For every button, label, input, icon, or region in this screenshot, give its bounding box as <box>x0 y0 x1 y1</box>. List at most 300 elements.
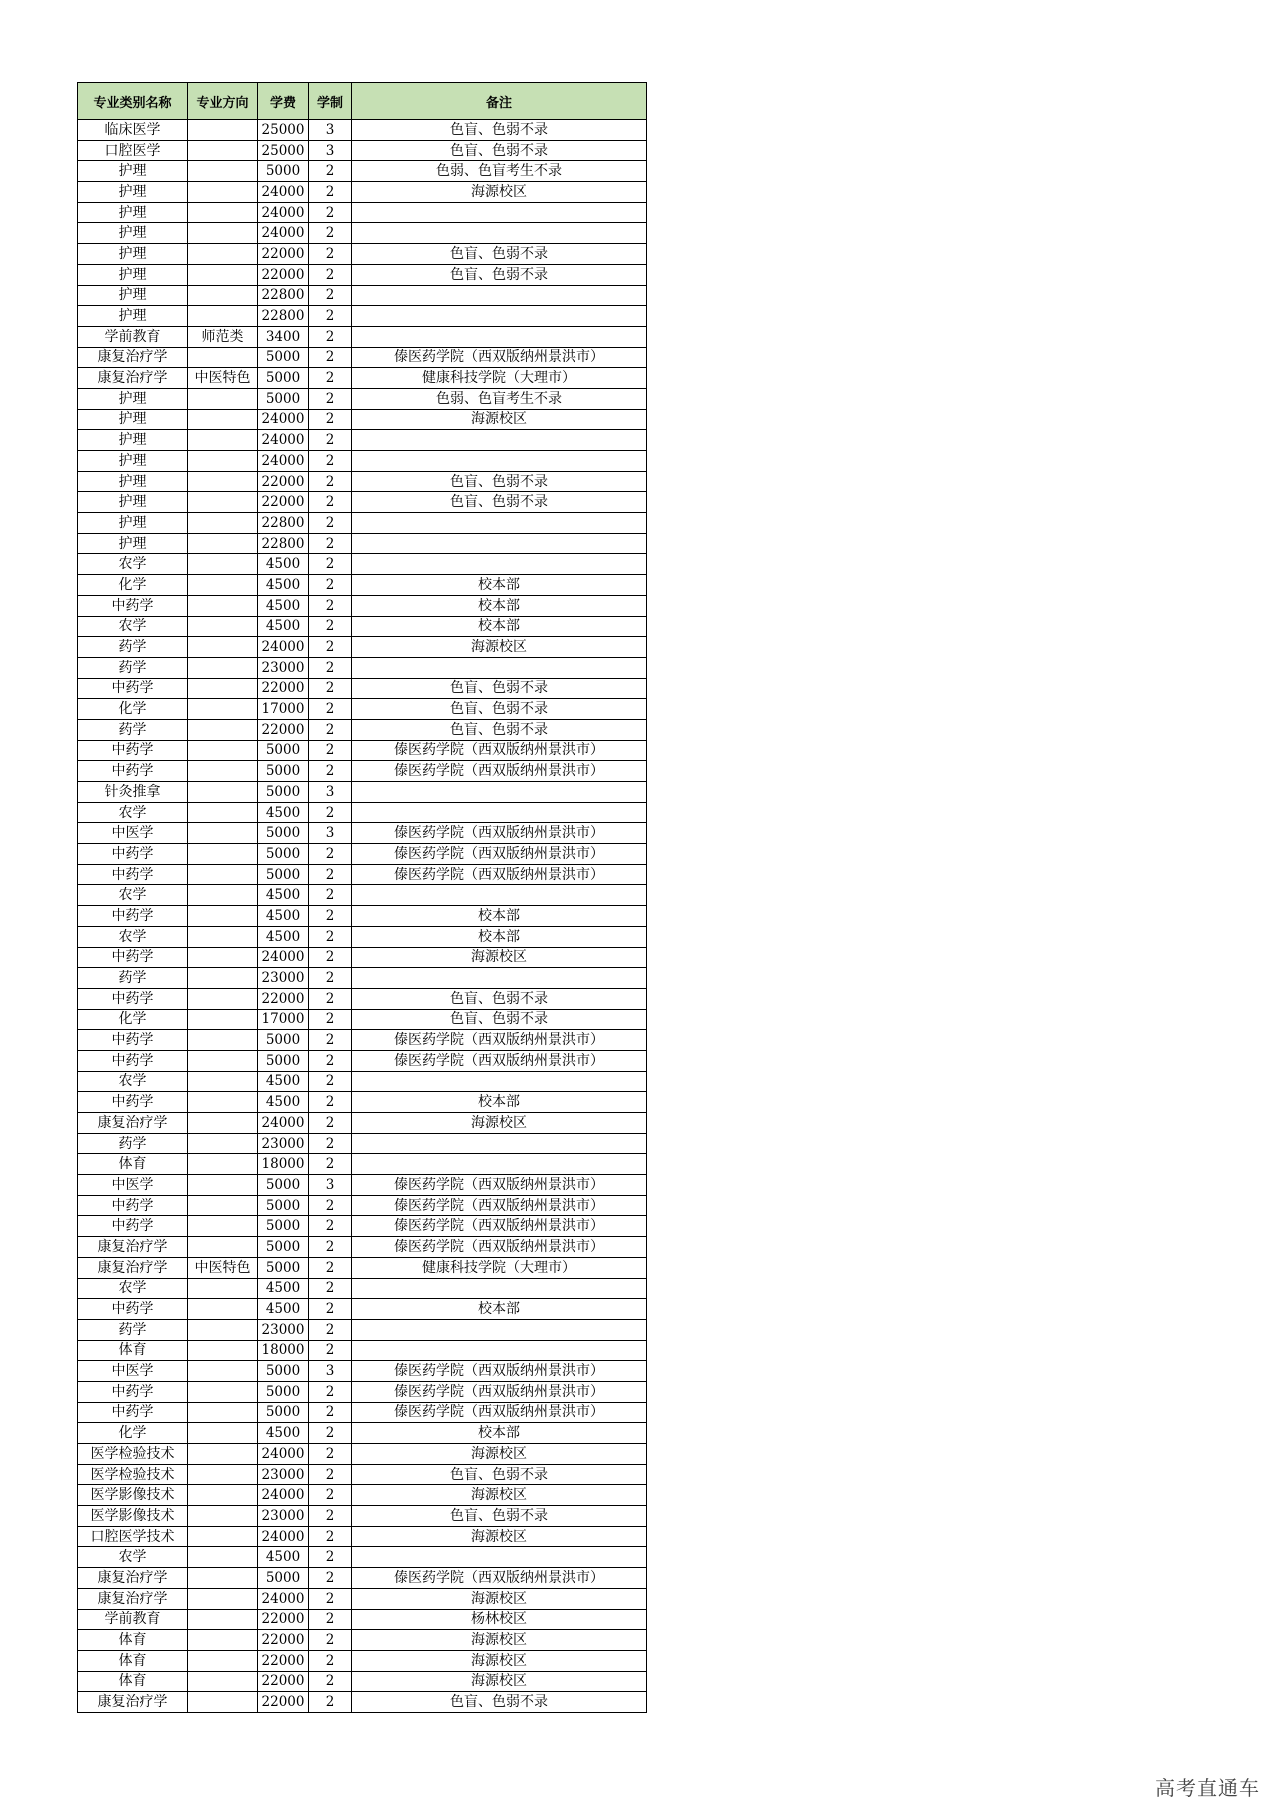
cell-tuition: 4500 <box>258 1299 309 1320</box>
cell-notes: 色盲、色弱不录 <box>352 140 647 161</box>
cell-duration: 2 <box>309 1506 352 1527</box>
cell-category: 药学 <box>78 968 188 989</box>
cell-tuition: 22800 <box>258 533 309 554</box>
cell-category: 中药学 <box>78 761 188 782</box>
cell-direction: 师范类 <box>188 326 258 347</box>
cell-direction: 中医特色 <box>188 1257 258 1278</box>
cell-direction <box>188 1692 258 1713</box>
cell-direction <box>188 823 258 844</box>
cell-direction <box>188 1216 258 1237</box>
cell-duration: 2 <box>309 1030 352 1051</box>
cell-tuition: 24000 <box>258 1113 309 1134</box>
table-row <box>78 595 647 616</box>
cell-duration: 2 <box>309 554 352 575</box>
cell-duration: 2 <box>309 161 352 182</box>
cell-category: 临床医学 <box>78 120 188 141</box>
cell-notes: 色盲、色弱不录 <box>352 1692 647 1713</box>
cell-direction <box>188 864 258 885</box>
cell-direction <box>188 513 258 534</box>
table-row <box>78 678 647 699</box>
cell-category: 中药学 <box>78 1092 188 1113</box>
cell-notes <box>352 1154 647 1175</box>
cell-duration: 2 <box>309 1526 352 1547</box>
table-row <box>78 368 647 389</box>
table-row <box>78 1071 647 1092</box>
cell-tuition: 23000 <box>258 968 309 989</box>
cell-tuition: 4500 <box>258 802 309 823</box>
cell-category: 护理 <box>78 244 188 265</box>
cell-tuition: 24000 <box>258 182 309 203</box>
cell-duration: 2 <box>309 1402 352 1423</box>
table-row <box>78 947 647 968</box>
cell-category: 康复治疗学 <box>78 1568 188 1589</box>
cell-direction <box>188 1340 258 1361</box>
cell-category: 药学 <box>78 657 188 678</box>
cell-tuition: 4500 <box>258 926 309 947</box>
cell-notes: 校本部 <box>352 1299 647 1320</box>
cell-category: 康复治疗学 <box>78 1257 188 1278</box>
table-row <box>78 740 647 761</box>
cell-category: 中药学 <box>78 1299 188 1320</box>
cell-direction <box>188 244 258 265</box>
table-row <box>78 782 647 803</box>
cell-duration: 2 <box>309 1195 352 1216</box>
cell-duration: 2 <box>309 1444 352 1465</box>
cell-notes <box>352 802 647 823</box>
cell-notes: 色弱、色盲考生不录 <box>352 388 647 409</box>
cell-tuition: 22000 <box>258 1671 309 1692</box>
table-row <box>78 1568 647 1589</box>
table-row <box>78 988 647 1009</box>
cell-notes: 海源校区 <box>352 1588 647 1609</box>
table-row <box>78 1216 647 1237</box>
cell-tuition: 22000 <box>258 1692 309 1713</box>
cell-duration: 2 <box>309 1257 352 1278</box>
table-row <box>78 161 647 182</box>
cell-tuition: 5000 <box>258 844 309 865</box>
cell-duration: 2 <box>309 1692 352 1713</box>
cell-notes: 傣医药学院（西双版纳州景洪市） <box>352 1402 647 1423</box>
table-row <box>78 1485 647 1506</box>
cell-tuition: 5000 <box>258 161 309 182</box>
cell-tuition: 22800 <box>258 285 309 306</box>
cell-tuition: 4500 <box>258 595 309 616</box>
tuition-table <box>77 82 647 1713</box>
cell-duration: 3 <box>309 120 352 141</box>
table-row <box>78 1630 647 1651</box>
cell-notes: 健康科技学院（大理市） <box>352 1257 647 1278</box>
cell-tuition: 4500 <box>258 1423 309 1444</box>
cell-tuition: 22800 <box>258 306 309 327</box>
cell-tuition: 5000 <box>258 1216 309 1237</box>
cell-direction <box>188 1547 258 1568</box>
table-row <box>78 306 647 327</box>
cell-direction <box>188 1588 258 1609</box>
table-row <box>78 1361 647 1382</box>
cell-tuition: 5000 <box>258 1237 309 1258</box>
cell-category: 护理 <box>78 388 188 409</box>
cell-notes <box>352 533 647 554</box>
cell-direction <box>188 388 258 409</box>
table-row <box>78 575 647 596</box>
cell-tuition: 24000 <box>258 409 309 430</box>
cell-category: 医学检验技术 <box>78 1444 188 1465</box>
cell-direction <box>188 844 258 865</box>
table-row <box>78 533 647 554</box>
table-row <box>78 637 647 658</box>
cell-tuition: 24000 <box>258 1526 309 1547</box>
cell-notes: 海源校区 <box>352 1650 647 1671</box>
table-row <box>78 885 647 906</box>
cell-duration: 2 <box>309 285 352 306</box>
cell-notes: 傣医药学院（西双版纳州景洪市） <box>352 1050 647 1071</box>
cell-tuition: 4500 <box>258 575 309 596</box>
cell-direction <box>188 595 258 616</box>
cell-category: 农学 <box>78 554 188 575</box>
cell-notes <box>352 1133 647 1154</box>
cell-tuition: 5000 <box>258 1381 309 1402</box>
table-row <box>78 409 647 430</box>
cell-duration: 3 <box>309 823 352 844</box>
cell-tuition: 5000 <box>258 740 309 761</box>
cell-direction <box>188 1237 258 1258</box>
cell-category: 康复治疗学 <box>78 1588 188 1609</box>
header-tuition: 学费 <box>258 83 309 120</box>
cell-category: 护理 <box>78 306 188 327</box>
cell-tuition: 22000 <box>258 719 309 740</box>
cell-direction <box>188 264 258 285</box>
cell-tuition: 23000 <box>258 1506 309 1527</box>
cell-direction <box>188 1113 258 1134</box>
cell-direction <box>188 1423 258 1444</box>
cell-tuition: 5000 <box>258 1568 309 1589</box>
cell-notes: 色盲、色弱不录 <box>352 120 647 141</box>
cell-notes: 傣医药学院（西双版纳州景洪市） <box>352 1237 647 1258</box>
cell-notes <box>352 554 647 575</box>
cell-tuition: 4500 <box>258 885 309 906</box>
cell-duration: 2 <box>309 513 352 534</box>
cell-duration: 2 <box>309 492 352 513</box>
cell-duration: 2 <box>309 802 352 823</box>
cell-notes: 校本部 <box>352 906 647 927</box>
table-row <box>78 616 647 637</box>
cell-direction <box>188 885 258 906</box>
table-row <box>78 968 647 989</box>
cell-duration: 2 <box>309 1299 352 1320</box>
cell-tuition: 25000 <box>258 140 309 161</box>
cell-category: 中药学 <box>78 1195 188 1216</box>
cell-direction <box>188 947 258 968</box>
cell-duration: 2 <box>309 451 352 472</box>
cell-category: 医学影像技术 <box>78 1506 188 1527</box>
table-row <box>78 926 647 947</box>
cell-direction <box>188 740 258 761</box>
table-row <box>78 1609 647 1630</box>
cell-notes: 色盲、色弱不录 <box>352 988 647 1009</box>
cell-duration: 2 <box>309 637 352 658</box>
cell-category: 口腔医学技术 <box>78 1526 188 1547</box>
cell-notes: 色盲、色弱不录 <box>352 1506 647 1527</box>
cell-duration: 2 <box>309 244 352 265</box>
cell-tuition: 4500 <box>258 1071 309 1092</box>
cell-tuition: 4500 <box>258 906 309 927</box>
cell-notes: 傣医药学院（西双版纳州景洪市） <box>352 864 647 885</box>
cell-direction <box>188 120 258 141</box>
cell-duration: 2 <box>309 1319 352 1340</box>
cell-category: 护理 <box>78 513 188 534</box>
cell-duration: 2 <box>309 223 352 244</box>
cell-direction <box>188 451 258 472</box>
cell-category: 中医学 <box>78 1361 188 1382</box>
cell-notes <box>352 1071 647 1092</box>
cell-notes <box>352 513 647 534</box>
cell-duration: 2 <box>309 947 352 968</box>
cell-direction <box>188 1319 258 1340</box>
cell-category: 化学 <box>78 1009 188 1030</box>
cell-category: 农学 <box>78 616 188 637</box>
cell-notes: 海源校区 <box>352 409 647 430</box>
table-row <box>78 1175 647 1196</box>
cell-direction <box>188 637 258 658</box>
cell-notes <box>352 1547 647 1568</box>
cell-duration: 3 <box>309 782 352 803</box>
cell-category: 中药学 <box>78 906 188 927</box>
cell-direction <box>188 1175 258 1196</box>
cell-notes: 傣医药学院（西双版纳州景洪市） <box>352 823 647 844</box>
cell-category: 化学 <box>78 699 188 720</box>
table-row <box>78 1692 647 1713</box>
cell-notes: 傣医药学院（西双版纳州景洪市） <box>352 761 647 782</box>
cell-duration: 2 <box>309 1133 352 1154</box>
cell-category: 药学 <box>78 637 188 658</box>
cell-tuition: 22800 <box>258 513 309 534</box>
cell-tuition: 5000 <box>258 368 309 389</box>
cell-tuition: 5000 <box>258 1175 309 1196</box>
cell-category: 农学 <box>78 1278 188 1299</box>
cell-duration: 2 <box>309 1464 352 1485</box>
cell-duration: 2 <box>309 678 352 699</box>
cell-notes: 海源校区 <box>352 1671 647 1692</box>
cell-notes: 傣医药学院（西双版纳州景洪市） <box>352 1381 647 1402</box>
table-row <box>78 1154 647 1175</box>
cell-direction <box>188 161 258 182</box>
cell-category: 针灸推拿 <box>78 782 188 803</box>
cell-direction <box>188 1650 258 1671</box>
cell-duration: 2 <box>309 388 352 409</box>
cell-notes: 校本部 <box>352 616 647 637</box>
cell-tuition: 24000 <box>258 430 309 451</box>
cell-category: 中药学 <box>78 1050 188 1071</box>
cell-direction <box>188 1444 258 1465</box>
cell-duration: 2 <box>309 1113 352 1134</box>
cell-duration: 2 <box>309 1568 352 1589</box>
cell-tuition: 22000 <box>258 988 309 1009</box>
cell-direction <box>188 802 258 823</box>
cell-duration: 2 <box>309 471 352 492</box>
cell-tuition: 5000 <box>258 1050 309 1071</box>
table-row <box>78 202 647 223</box>
cell-direction <box>188 1402 258 1423</box>
cell-notes <box>352 1278 647 1299</box>
cell-notes <box>352 326 647 347</box>
cell-notes <box>352 306 647 327</box>
cell-direction <box>188 492 258 513</box>
cell-direction <box>188 761 258 782</box>
cell-category: 体育 <box>78 1154 188 1175</box>
table-row <box>78 388 647 409</box>
table-row <box>78 823 647 844</box>
cell-notes: 海源校区 <box>352 1113 647 1134</box>
cell-notes <box>352 885 647 906</box>
cell-duration: 2 <box>309 719 352 740</box>
cell-duration: 2 <box>309 575 352 596</box>
table-row <box>78 1547 647 1568</box>
cell-direction <box>188 1092 258 1113</box>
cell-category: 中药学 <box>78 844 188 865</box>
cell-category: 体育 <box>78 1340 188 1361</box>
cell-direction <box>188 1381 258 1402</box>
cell-tuition: 24000 <box>258 947 309 968</box>
cell-direction <box>188 223 258 244</box>
cell-tuition: 24000 <box>258 637 309 658</box>
cell-duration: 2 <box>309 761 352 782</box>
cell-notes <box>352 1340 647 1361</box>
cell-direction <box>188 1154 258 1175</box>
cell-notes <box>352 657 647 678</box>
cell-tuition: 4500 <box>258 1547 309 1568</box>
cell-category: 化学 <box>78 575 188 596</box>
table-row <box>78 554 647 575</box>
cell-tuition: 24000 <box>258 202 309 223</box>
table-row <box>78 1030 647 1051</box>
cell-category: 护理 <box>78 451 188 472</box>
cell-category: 农学 <box>78 926 188 947</box>
cell-direction <box>188 1609 258 1630</box>
cell-tuition: 5000 <box>258 1257 309 1278</box>
cell-category: 农学 <box>78 1071 188 1092</box>
cell-notes: 海源校区 <box>352 1485 647 1506</box>
cell-duration: 2 <box>309 368 352 389</box>
cell-category: 护理 <box>78 471 188 492</box>
cell-category: 农学 <box>78 1547 188 1568</box>
table-row <box>78 761 647 782</box>
cell-direction <box>188 1630 258 1651</box>
cell-duration: 2 <box>309 409 352 430</box>
cell-tuition: 5000 <box>258 1195 309 1216</box>
cell-direction <box>188 782 258 803</box>
cell-notes: 校本部 <box>352 1092 647 1113</box>
table-row <box>78 223 647 244</box>
cell-duration: 2 <box>309 1588 352 1609</box>
cell-notes <box>352 202 647 223</box>
cell-category: 农学 <box>78 802 188 823</box>
cell-category: 康复治疗学 <box>78 1692 188 1713</box>
cell-notes: 色盲、色弱不录 <box>352 471 647 492</box>
cell-direction <box>188 533 258 554</box>
cell-duration: 2 <box>309 595 352 616</box>
cell-notes <box>352 1319 647 1340</box>
cell-direction <box>188 1506 258 1527</box>
cell-tuition: 5000 <box>258 1402 309 1423</box>
cell-notes <box>352 782 647 803</box>
cell-tuition: 5000 <box>258 347 309 368</box>
cell-notes: 杨林校区 <box>352 1609 647 1630</box>
table-row <box>78 1444 647 1465</box>
cell-duration: 2 <box>309 1671 352 1692</box>
cell-duration: 3 <box>309 140 352 161</box>
cell-tuition: 24000 <box>258 451 309 472</box>
cell-tuition: 22000 <box>258 678 309 699</box>
cell-notes: 校本部 <box>352 595 647 616</box>
cell-category: 康复治疗学 <box>78 347 188 368</box>
cell-duration: 2 <box>309 699 352 720</box>
cell-duration: 2 <box>309 1340 352 1361</box>
table-row <box>78 1671 647 1692</box>
cell-direction <box>188 1464 258 1485</box>
cell-notes: 傣医药学院（西双版纳州景洪市） <box>352 347 647 368</box>
cell-duration: 2 <box>309 264 352 285</box>
cell-tuition: 24000 <box>258 223 309 244</box>
cell-category: 护理 <box>78 492 188 513</box>
cell-category: 护理 <box>78 202 188 223</box>
cell-notes <box>352 223 647 244</box>
cell-category: 护理 <box>78 161 188 182</box>
cell-direction <box>188 409 258 430</box>
cell-notes: 傣医药学院（西双版纳州景洪市） <box>352 1175 647 1196</box>
cell-direction <box>188 1526 258 1547</box>
cell-duration: 2 <box>309 1547 352 1568</box>
cell-tuition: 5000 <box>258 782 309 803</box>
table-row <box>78 864 647 885</box>
header-row <box>78 83 647 120</box>
cell-tuition: 5000 <box>258 864 309 885</box>
cell-tuition: 5000 <box>258 1361 309 1382</box>
table-row <box>78 906 647 927</box>
cell-tuition: 18000 <box>258 1340 309 1361</box>
cell-duration: 2 <box>309 1009 352 1030</box>
table-row <box>78 1092 647 1113</box>
cell-duration: 2 <box>309 1071 352 1092</box>
cell-notes: 色弱、色盲考生不录 <box>352 161 647 182</box>
cell-notes: 色盲、色弱不录 <box>352 719 647 740</box>
cell-category: 护理 <box>78 409 188 430</box>
cell-notes: 傣医药学院（西双版纳州景洪市） <box>352 1195 647 1216</box>
table-row <box>78 471 647 492</box>
cell-notes: 海源校区 <box>352 637 647 658</box>
table-row <box>78 120 647 141</box>
table-row <box>78 1464 647 1485</box>
cell-notes: 海源校区 <box>352 947 647 968</box>
table-row <box>78 451 647 472</box>
cell-category: 护理 <box>78 285 188 306</box>
cell-category: 体育 <box>78 1650 188 1671</box>
cell-direction <box>188 968 258 989</box>
cell-category: 护理 <box>78 182 188 203</box>
cell-duration: 2 <box>309 1050 352 1071</box>
cell-duration: 2 <box>309 968 352 989</box>
cell-duration: 2 <box>309 306 352 327</box>
cell-category: 康复治疗学 <box>78 1113 188 1134</box>
table-row <box>78 1237 647 1258</box>
cell-tuition: 17000 <box>258 699 309 720</box>
cell-category: 护理 <box>78 533 188 554</box>
cell-category: 学前教育 <box>78 1609 188 1630</box>
cell-notes: 傣医药学院（西双版纳州景洪市） <box>352 844 647 865</box>
table-row <box>78 1381 647 1402</box>
cell-direction <box>188 1361 258 1382</box>
table-row <box>78 1257 647 1278</box>
cell-direction <box>188 1009 258 1030</box>
